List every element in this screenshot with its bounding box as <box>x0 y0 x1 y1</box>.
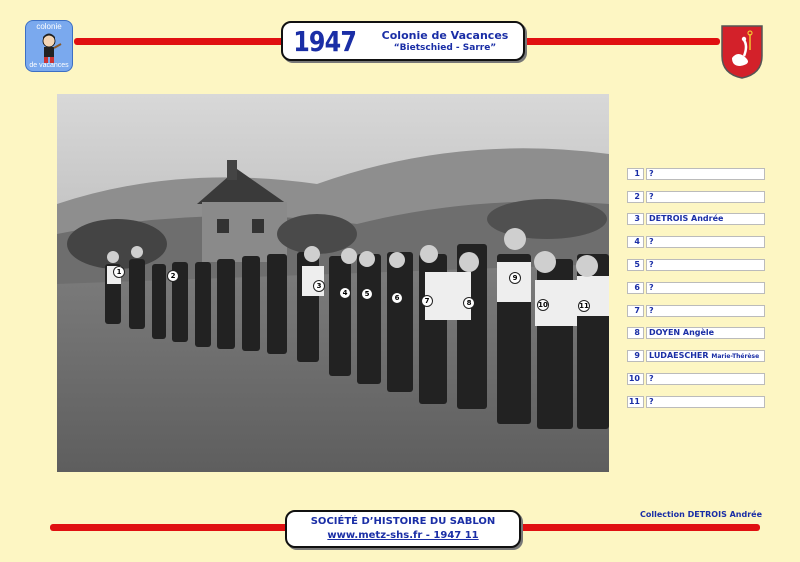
name-number: 1 <box>627 168 644 180</box>
logo-top-text: colonie <box>36 22 62 31</box>
bottom-right-rule <box>516 524 760 531</box>
name-value: ? <box>646 191 765 203</box>
header-title-box <box>281 21 525 61</box>
name-value: DETROIS Andrée <box>646 213 765 225</box>
photo-marker: 11 <box>579 302 589 310</box>
website-link[interactable]: www.metz-shs.fr - 1947 11 <box>327 530 479 541</box>
top-right-rule <box>522 38 720 45</box>
name-value <box>646 350 765 362</box>
name-list-item <box>627 373 765 385</box>
name-list-item <box>627 236 765 248</box>
photo-marker: 2 <box>167 270 179 282</box>
photo-marker: 4 <box>339 287 351 299</box>
coat-of-arms-icon <box>720 24 764 80</box>
name-value: DOYEN Angèle <box>646 327 765 339</box>
child-figure-icon <box>34 33 64 65</box>
collection-credit: Collection DETROIS Andrée <box>640 510 763 519</box>
photo-image <box>57 94 609 472</box>
society-name: SOCIÉTÉ D’HISTOIRE DU SABLON <box>310 516 496 527</box>
name-number: 9 <box>627 350 644 362</box>
name-list-item <box>627 168 765 180</box>
header-subtitle: “Bietschied - Sarre” <box>393 43 497 53</box>
photo-marker: 7 <box>421 295 433 307</box>
name-value: ? <box>646 236 765 248</box>
name-surname: LUDAESCHER <box>649 351 709 360</box>
name-list-item <box>627 259 765 271</box>
logo-bottom-text: de vacances <box>29 62 69 69</box>
colonie-logo <box>25 20 73 72</box>
name-list-item <box>627 350 765 362</box>
group-photo <box>57 94 609 472</box>
name-list-item <box>627 282 765 294</box>
name-number: 10 <box>627 373 644 385</box>
name-number: 11 <box>627 396 644 408</box>
year-label: 1947 <box>293 24 357 58</box>
name-number: 7 <box>627 305 644 317</box>
name-value: ? <box>646 282 765 294</box>
name-list-item <box>627 213 765 225</box>
name-value: ? <box>646 396 765 408</box>
name-list-item <box>627 305 765 317</box>
header-title: Colonie de Vacances <box>381 29 509 42</box>
name-value: ? <box>646 305 765 317</box>
name-value: ? <box>646 168 765 180</box>
photo-marker: 3 <box>313 280 325 292</box>
name-value: ? <box>646 373 765 385</box>
bottom-left-rule <box>50 524 290 531</box>
photo-marker: 8 <box>463 297 475 309</box>
photo-marker: 5 <box>361 288 373 300</box>
name-value: ? <box>646 259 765 271</box>
photo-marker: 6 <box>391 292 403 304</box>
name-given: Marie-Thérèse <box>711 353 760 360</box>
footer-box <box>285 510 521 548</box>
name-number: 2 <box>627 191 644 203</box>
name-number: 5 <box>627 259 644 271</box>
top-left-rule <box>74 38 286 45</box>
name-number: 3 <box>627 213 644 225</box>
photo-marker: 9 <box>509 272 521 284</box>
name-number: 4 <box>627 236 644 248</box>
name-number: 6 <box>627 282 644 294</box>
name-list-item <box>627 327 765 339</box>
name-number: 8 <box>627 327 644 339</box>
name-list-item <box>627 396 765 408</box>
photo-marker: 1 <box>113 266 125 278</box>
photo-marker: 10 <box>538 301 548 309</box>
name-list-item <box>627 191 765 203</box>
header-text <box>373 29 523 53</box>
